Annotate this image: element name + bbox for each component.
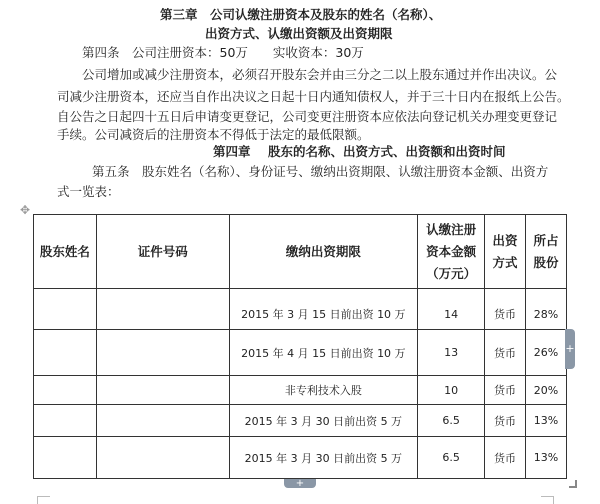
cell-id[interactable] (96, 437, 229, 479)
cell-amount[interactable]: 6.5 (418, 437, 485, 479)
article4-para-line: 公司增加或减少注册资本，必须召开股东会并由三分之二以上股东通过并作出决议。公 (82, 67, 558, 82)
cell-share[interactable]: 13% (525, 437, 566, 479)
shareholder-table (33, 214, 567, 479)
cell-method[interactable]: 货币 (485, 330, 526, 376)
cell-name[interactable] (34, 289, 97, 330)
cell-method[interactable]: 货币 (485, 289, 526, 330)
table-row (34, 376, 567, 405)
cell-share[interactable]: 26% (525, 330, 566, 376)
page-corner-mark (541, 496, 554, 504)
article4-capital: 第四条 公司注册资本：50万 实收资本：30万 (82, 45, 364, 60)
chapter4-title: 股东的名称、出资方式、出资额和出资时间 (268, 144, 506, 159)
cell-amount[interactable]: 14 (418, 289, 485, 330)
cell-deadline[interactable]: 2015 年 3 月 15 日前出资 10 万 (229, 289, 418, 330)
article4-para-line: 手续。公司减资后的注册资本不得低于法定的最低限额。 (57, 127, 370, 142)
add-row-button[interactable]: + (284, 479, 316, 488)
header-id: 证件号码 (96, 215, 229, 289)
cell-amount[interactable]: 10 (418, 376, 485, 405)
article5-line1: 第五条 股东姓名（名称）、身份证号、缴纳出资期限、认缴注册资本金额、出资方 (92, 164, 549, 179)
table-row (34, 289, 567, 330)
cell-id[interactable] (96, 376, 229, 405)
cell-method[interactable]: 货币 (485, 437, 526, 479)
cell-share[interactable]: 20% (525, 376, 566, 405)
header-name: 股东姓名 (34, 215, 97, 289)
article5-line2: 式一览表： (57, 184, 120, 199)
cell-share[interactable]: 13% (525, 405, 566, 437)
cell-amount[interactable]: 6.5 (418, 405, 485, 437)
cell-name[interactable] (34, 405, 97, 437)
cell-share[interactable]: 28% (525, 289, 566, 330)
chapter3-title-line2: 出资方式、认缴出资额及出资期限 (205, 26, 393, 41)
cell-method[interactable]: 货币 (485, 405, 526, 437)
cell-method[interactable]: 货币 (485, 376, 526, 405)
table-resize-handle-icon[interactable] (569, 480, 577, 488)
page-corner-mark (37, 496, 50, 504)
cell-deadline[interactable]: 2015 年 3 月 30 日前出资 5 万 (229, 405, 418, 437)
header-method: 出资方式 (485, 215, 526, 289)
cell-deadline[interactable]: 非专利技术入股 (229, 376, 418, 405)
cell-id[interactable] (96, 330, 229, 376)
header-amount: 认缴注册资本金额（万元） (418, 215, 485, 289)
table-row (34, 330, 567, 376)
cell-name[interactable] (34, 376, 97, 405)
cell-deadline[interactable]: 2015 年 4 月 15 日前出资 10 万 (229, 330, 418, 376)
add-column-button[interactable]: + (565, 329, 575, 369)
cell-name[interactable] (34, 330, 97, 376)
table-header-row (34, 215, 567, 289)
header-share: 所占股份 (525, 215, 566, 289)
chapter4-label: 第四章 (213, 144, 251, 159)
cell-amount[interactable]: 13 (418, 330, 485, 376)
table-row (34, 437, 567, 479)
article4-para-line: 自公告之日起四十五日后申请变更登记，公司变更注册资本应依法向登记机关办理变更登记 (57, 109, 558, 124)
chapter3-title-line1: 第三章 公司认缴注册资本及股东的姓名（名称）、 (160, 7, 442, 22)
article4-para-line: 司减少注册资本，还应当自作出决议之日起十日内通知债权人，并于三十日内在报纸上公告。 (57, 89, 570, 104)
header-deadline: 缴纳出资期限 (229, 215, 418, 289)
cell-id[interactable] (96, 405, 229, 437)
cell-deadline[interactable]: 2015 年 3 月 30 日前出资 5 万 (229, 437, 418, 479)
cell-id[interactable] (96, 289, 229, 330)
cell-name[interactable] (34, 437, 97, 479)
table-row (34, 405, 567, 437)
table-move-handle-icon[interactable]: ✥ (20, 203, 31, 217)
